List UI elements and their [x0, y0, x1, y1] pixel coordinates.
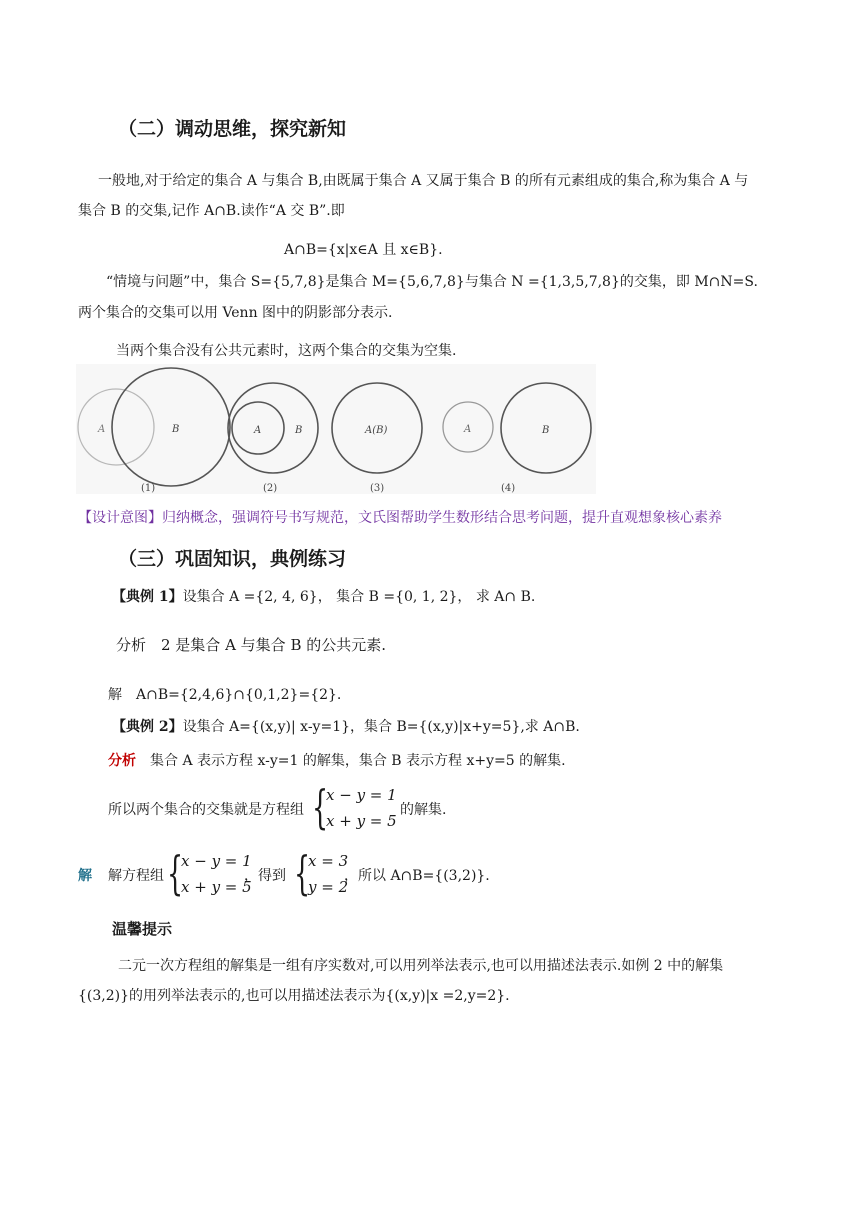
system-outro: 的解集.: [400, 802, 447, 818]
venn1-caption: (1): [141, 483, 156, 494]
tip-heading: 温馨提示: [112, 920, 173, 938]
venn3-label: A(B): [365, 425, 388, 436]
system-2-eq2: x + y = 5: [181, 878, 252, 896]
venn-text: 两个集合的交集可以用 Venn 图中的阴影部分表示.: [78, 305, 393, 321]
venn1-label-b: B: [172, 424, 180, 435]
venn-diagrams: [76, 364, 596, 494]
section-heading-2: （二）调动思维，探究新知: [118, 118, 347, 140]
venn3-caption: (3): [370, 483, 385, 494]
venn2-label-a: A: [254, 425, 262, 436]
example-1: [112, 587, 535, 607]
venn2-caption: (2): [263, 483, 278, 494]
venn1-label-a: A: [98, 424, 106, 435]
equation-system-1: { x − y = 1 x + y = 5: [312, 780, 397, 834]
result-system: { x = 3 y = 2: [294, 846, 349, 900]
solution-text-3: ，所以 A∩B={(3,2)}.: [344, 868, 490, 884]
example-2-text: 设集合 A={(x,y)| x-y=1}，集合 B={(x,y)|x+y=5},求 A∩B.: [182, 719, 580, 735]
result-eq2: y = 2: [308, 878, 349, 896]
venn2-label-b: B: [295, 425, 303, 436]
example-1-analysis: 分析 2 是集合 A 与集合 B 的公共元素.: [116, 636, 387, 654]
empty-set-text: 当两个集合没有公共元素时，这两个集合的交集为空集.: [116, 343, 457, 359]
solution-label: 解: [78, 868, 92, 884]
example-2-tag: 【典例 2】: [112, 719, 183, 735]
system-1-eq2: x + y = 5: [326, 812, 397, 830]
system-intro: 所以两个集合的交集就是方程组: [108, 802, 304, 818]
solution-text-1: 解方程组: [108, 868, 164, 884]
analysis-label: 分析: [108, 753, 136, 769]
solution-text-2: ，得到: [244, 868, 286, 884]
system-1-eq1: x − y = 1: [326, 786, 397, 804]
system-2-eq1: x − y = 1: [181, 852, 252, 870]
example-2: [112, 717, 580, 737]
definition-line-2: 集合 B 的交集,记作 A∩B.读作“A 交 B”.即: [78, 203, 345, 219]
analysis-text: 集合 A 表示方程 x-y=1 的解集，集合 B 表示方程 x+y=5 的解集.: [150, 753, 566, 769]
example-1-solution: 解 A∩B={2,4,6}∩{0,1,2}={2}.: [108, 687, 342, 703]
example-2-analysis: [108, 751, 566, 771]
equation-system-2: { x − y = 1 x + y = 5: [167, 846, 252, 900]
result-eq1: x = 3: [308, 852, 349, 870]
situation-text: “情境与问题”中，集合 S={5,7,8}是集合 M={5,6,7,8}与集合 N ={1,3,5,7,8}的交集，即 M∩N=S.: [106, 274, 758, 290]
design-intent: 【设计意图】归纳概念，强调符号书写规范，文氏图帮助学生数形结合思考问题，提升直观想象核心素养: [78, 510, 722, 526]
example-1-text: 设集合 A ={2, 4, 6}， 集合 B ={0, 1, 2}， 求 A∩ B.: [182, 589, 536, 605]
example-1-tag: 【典例 1】: [112, 589, 183, 605]
tip-line-1: 二元一次方程组的解集是一组有序实数对,可以用列举法表示,也可以用描述法表示.如例 2 中的解集: [118, 958, 724, 974]
venn4-caption: (4): [501, 483, 516, 494]
venn4-label-b: B: [542, 425, 550, 436]
venn4-label-a: A: [464, 424, 472, 435]
definition-line-1: 一般地,对于给定的集合 A 与集合 B,由既属于集合 A 又属于集合 B 的所有元素组成的集合,称为集合 A 与: [98, 173, 749, 189]
section-heading-3: （三）巩固知识，典例练习: [118, 548, 347, 570]
tip-line-2: {(3,2)}的用列举法表示的,也可以用描述法表示为{(x,y)|x =2,y=2}.: [78, 988, 510, 1004]
intersection-formula: A∩B={x|x∈A 且 x∈B}.: [284, 242, 443, 258]
